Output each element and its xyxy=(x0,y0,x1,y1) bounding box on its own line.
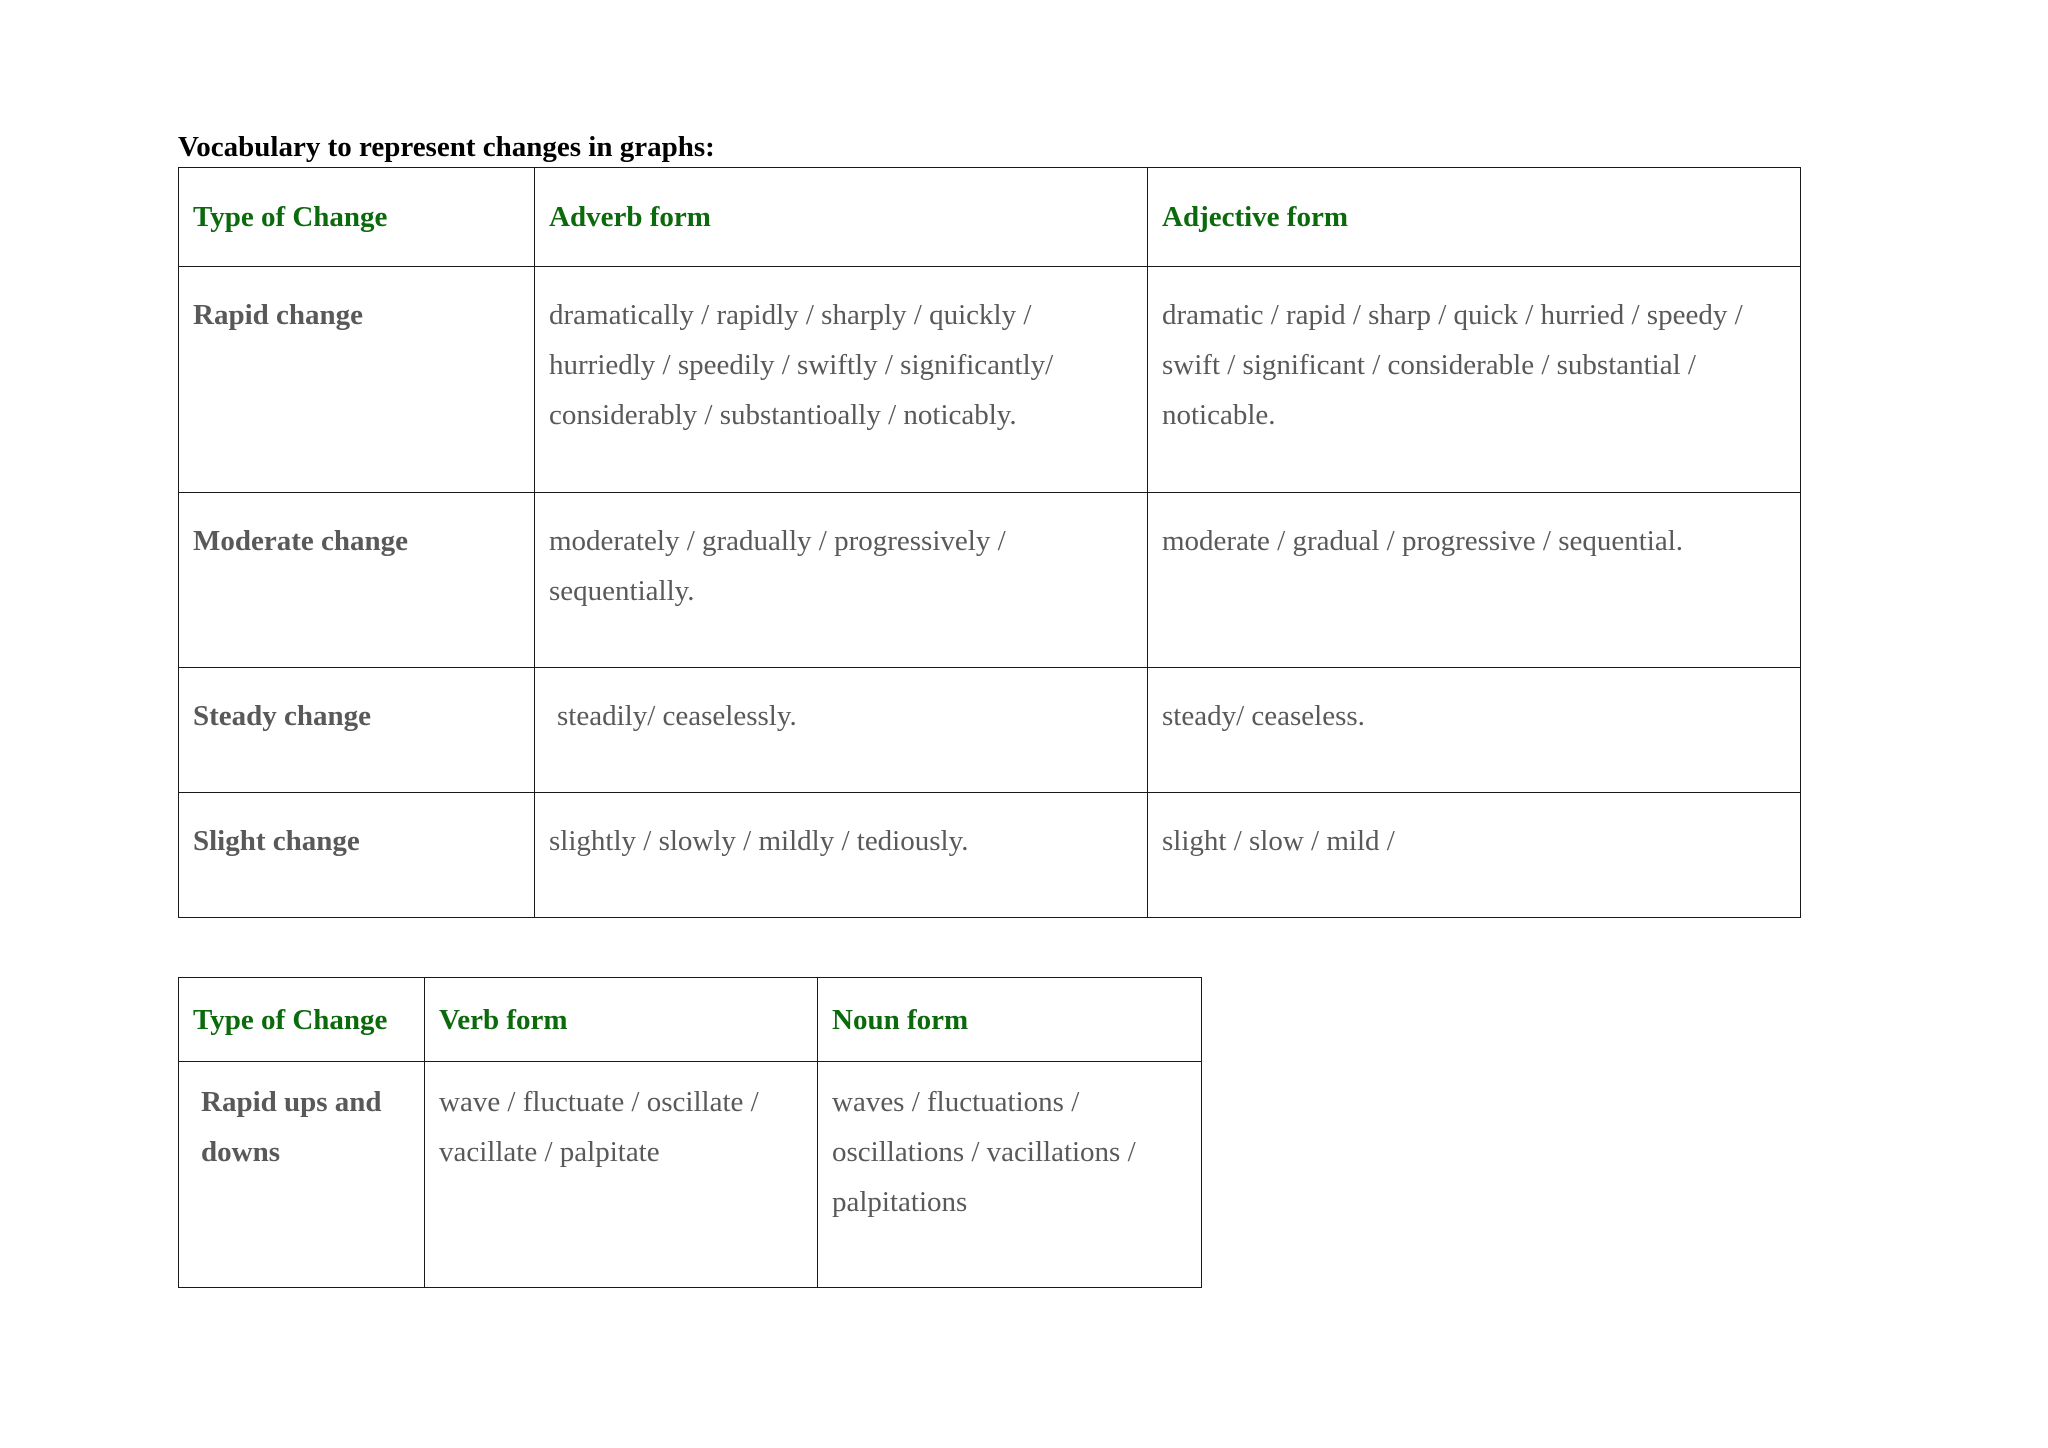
table-row-steady-change xyxy=(179,668,1801,793)
row-label-rapid-ups-and-downs: Rapid ups and downs xyxy=(179,1062,425,1288)
adverb-steady-change: steadily/ ceaselessly. xyxy=(535,668,1148,793)
table-row-rapid-ups-and-downs xyxy=(179,1062,1202,1288)
table-row-rapid-change xyxy=(179,267,1801,493)
verb-rapid-ups-and-downs: wave / fluctuate / oscillate / vacillate / palpitate xyxy=(425,1062,818,1288)
row-label-rapid-change: Rapid change xyxy=(179,267,535,493)
header-noun-form: Noun form xyxy=(818,978,1202,1062)
table-header-row xyxy=(179,978,1202,1062)
adjective-steady-change: steady/ ceaseless. xyxy=(1148,668,1801,793)
adjective-rapid-change: dramatic / rapid / sharp / quick / hurried / speedy / swift / significant / considerable / substantial / noticable. xyxy=(1148,267,1801,493)
adverb-moderate-change: moderately / gradually / progressively / sequentially. xyxy=(535,493,1148,668)
adverb-slight-change: slightly / slowly / mildly / tediously. xyxy=(535,793,1148,918)
table-header-row xyxy=(179,168,1801,267)
adjective-moderate-change: moderate / gradual / progressive / sequential. xyxy=(1148,493,1801,668)
row-label-moderate-change: Moderate change xyxy=(179,493,535,668)
table-row-slight-change xyxy=(179,793,1801,918)
row-label-steady-change: Steady change xyxy=(179,668,535,793)
header-verb-form: Verb form xyxy=(425,978,818,1062)
adjective-slight-change: slight / slow / mild / xyxy=(1148,793,1801,918)
header-type-of-change: Type of Change xyxy=(179,978,425,1062)
noun-rapid-ups-and-downs: waves / fluctuations / oscillations / vacillations / palpitations xyxy=(818,1062,1202,1288)
document-title: Vocabulary to represent changes in graphs: xyxy=(178,131,715,163)
header-type-of-change: Type of Change xyxy=(179,168,535,267)
vocabulary-table-adverb-adjective xyxy=(178,167,1801,918)
row-label-slight-change: Slight change xyxy=(179,793,535,918)
adverb-rapid-change: dramatically / rapidly / sharply / quickly / hurriedly / speedily / swiftly / significantly/ considerably / substantioally / noticably. xyxy=(535,267,1148,493)
vocabulary-table-verb-noun xyxy=(178,977,1202,1288)
table-row-moderate-change xyxy=(179,493,1801,668)
header-adverb-form: Adverb form xyxy=(535,168,1148,267)
header-adjective-form: Adjective form xyxy=(1148,168,1801,267)
